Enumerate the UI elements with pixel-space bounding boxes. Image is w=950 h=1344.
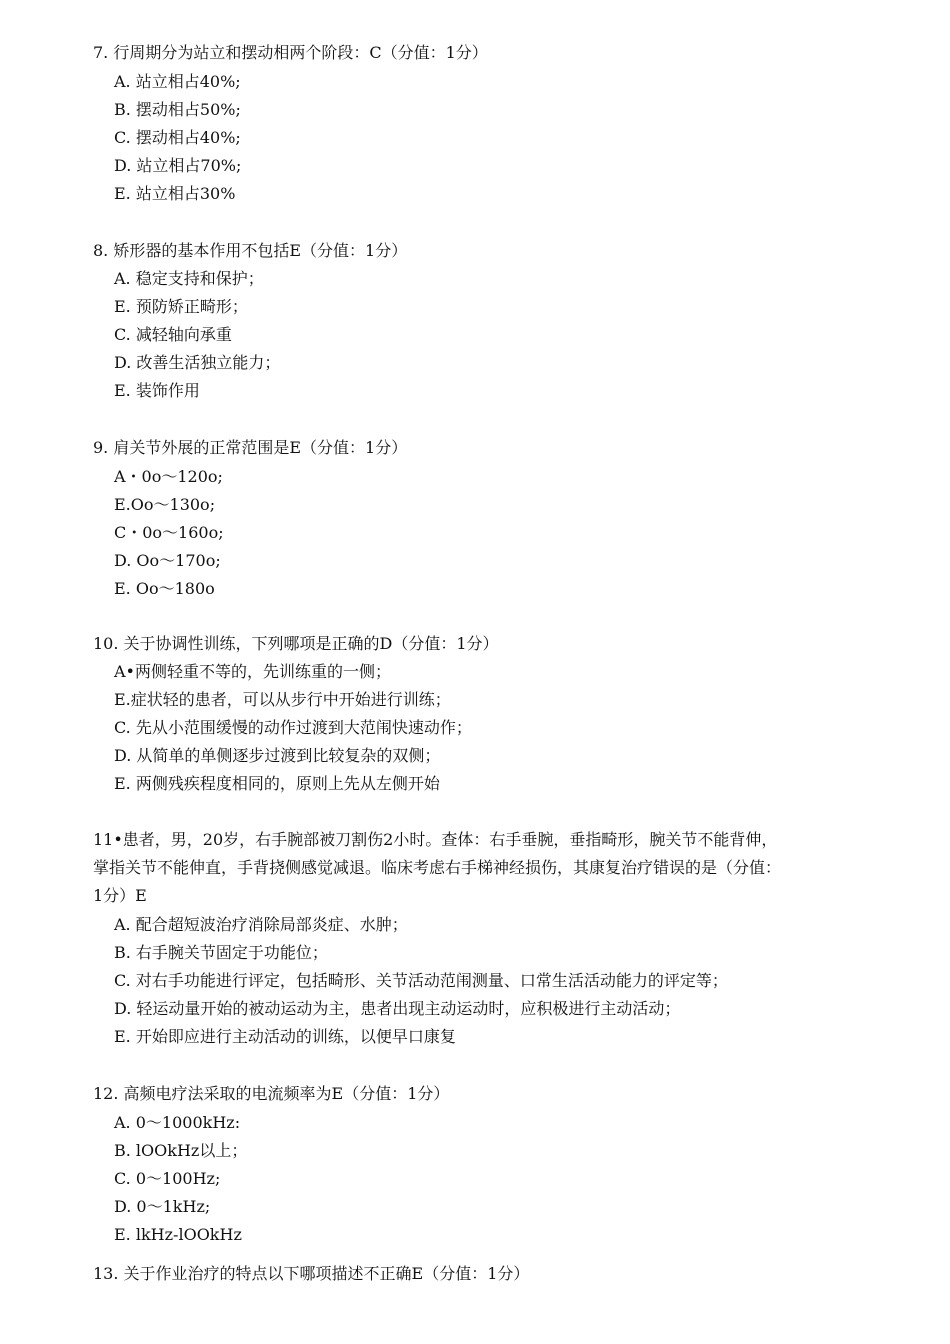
question-8-option-5: E. 装饰作用 <box>114 381 200 400</box>
question-13-stem: 13. 关于作业治疗的特点以下哪项描述不正确E（分值：1分） <box>93 1264 530 1283</box>
question-8-option-1: A. 稳定支持和保护； <box>114 269 264 288</box>
question-12-option-d: D. 0〜1kHz; <box>114 1197 211 1216</box>
question-8-option-2: E. 预防矫正畸形； <box>114 297 248 316</box>
question-8-option-3: C. 减轻轴向承重 <box>114 325 232 344</box>
question-7-option-e: E. 站立相占30% <box>114 184 236 203</box>
question-9-option-1: A・0o〜120o; <box>114 467 223 486</box>
question-11-option-d: D. 轻运动量开始的被动运动为主，患者出现主动运动时，应积极进行主动活动； <box>114 999 681 1018</box>
question-11-option-c: C. 对右手功能进行评定，包括畸形、关节活动范闱测量、口常生活活动能力的评定等； <box>114 971 728 990</box>
question-10-option-3: C. 先从小范围缓慢的动作过渡到大范闱快速动作； <box>114 718 472 737</box>
question-7-option-d: D. 站立相占70%; <box>114 156 242 175</box>
question-10-option-1: A•两侧轻重不等的，先训练重的一侧； <box>114 662 391 681</box>
question-10-option-5: E. 两侧残疾程度相同的，原则上先从左侧开始 <box>114 774 440 793</box>
question-11-stem-line-2: 掌指关节不能伸直，手背挠侧感觉减退。临床考虑右手梯神经损伤，其康复治疗错误的是（分值： <box>93 858 782 877</box>
question-7-stem: 7. 行周期分为站立和摆动相两个阶段：C（分值：1分） <box>93 43 488 62</box>
question-12-stem: 12. 高频电疗法采取的电流频率为E（分值：1分） <box>93 1084 450 1103</box>
question-7-option-a: A. 站立相占40%; <box>114 72 241 91</box>
question-10-option-4: D. 从简单的单侧逐步过渡到比较复杂的双侧； <box>114 746 441 765</box>
question-9-option-5: E. Oo〜180o <box>114 579 215 598</box>
question-11-option-e: E. 开始即应进行主动活动的训练，以便早口康复 <box>114 1027 456 1046</box>
question-12-option-c: C. 0〜100Hz; <box>114 1169 221 1188</box>
question-12-option-b: B. lOOkHz以上； <box>114 1141 248 1160</box>
question-11-stem-line-3: 1分）E <box>93 886 147 905</box>
question-9-option-4: D. Oo〜170o; <box>114 551 221 570</box>
question-11-stem-line-1: 11•患者，男，20岁，右手腕部被刀割伤2小时。查体：右手垂腕，垂指畸形，腕关节不能背伸， <box>93 830 778 849</box>
question-8-stem: 8. 矫形器的基本作用不包括E（分值：1分） <box>93 241 408 260</box>
question-12-option-a: A. 0〜1000kHz: <box>114 1113 241 1132</box>
question-7-option-c: C. 摆动相占40%; <box>114 128 241 147</box>
question-11-option-b: B. 右手腕关节固定于功能位； <box>114 943 328 962</box>
question-11-option-a: A. 配合超短波治疗消除局部炎症、水肿； <box>114 915 408 934</box>
question-12-option-e: E. lkHz-lOOkHz <box>114 1225 242 1244</box>
question-9-option-3: C・0o〜160o; <box>114 523 224 542</box>
question-10-option-2: E.症状轻的患者，可以从步行中开始进行训练； <box>114 690 451 709</box>
question-9-stem: 9. 肩关节外展的正常范围是E（分值：1分） <box>93 438 408 457</box>
question-7-option-b: B. 摆动相占50%; <box>114 100 241 119</box>
question-8-option-4: D. 改善生活独立能力； <box>114 353 281 372</box>
question-10-stem: 10. 关于协调性训练，下列哪项是正确的D（分值：1分） <box>93 634 499 653</box>
question-9-option-2: E.Oo〜130o; <box>114 495 216 514</box>
